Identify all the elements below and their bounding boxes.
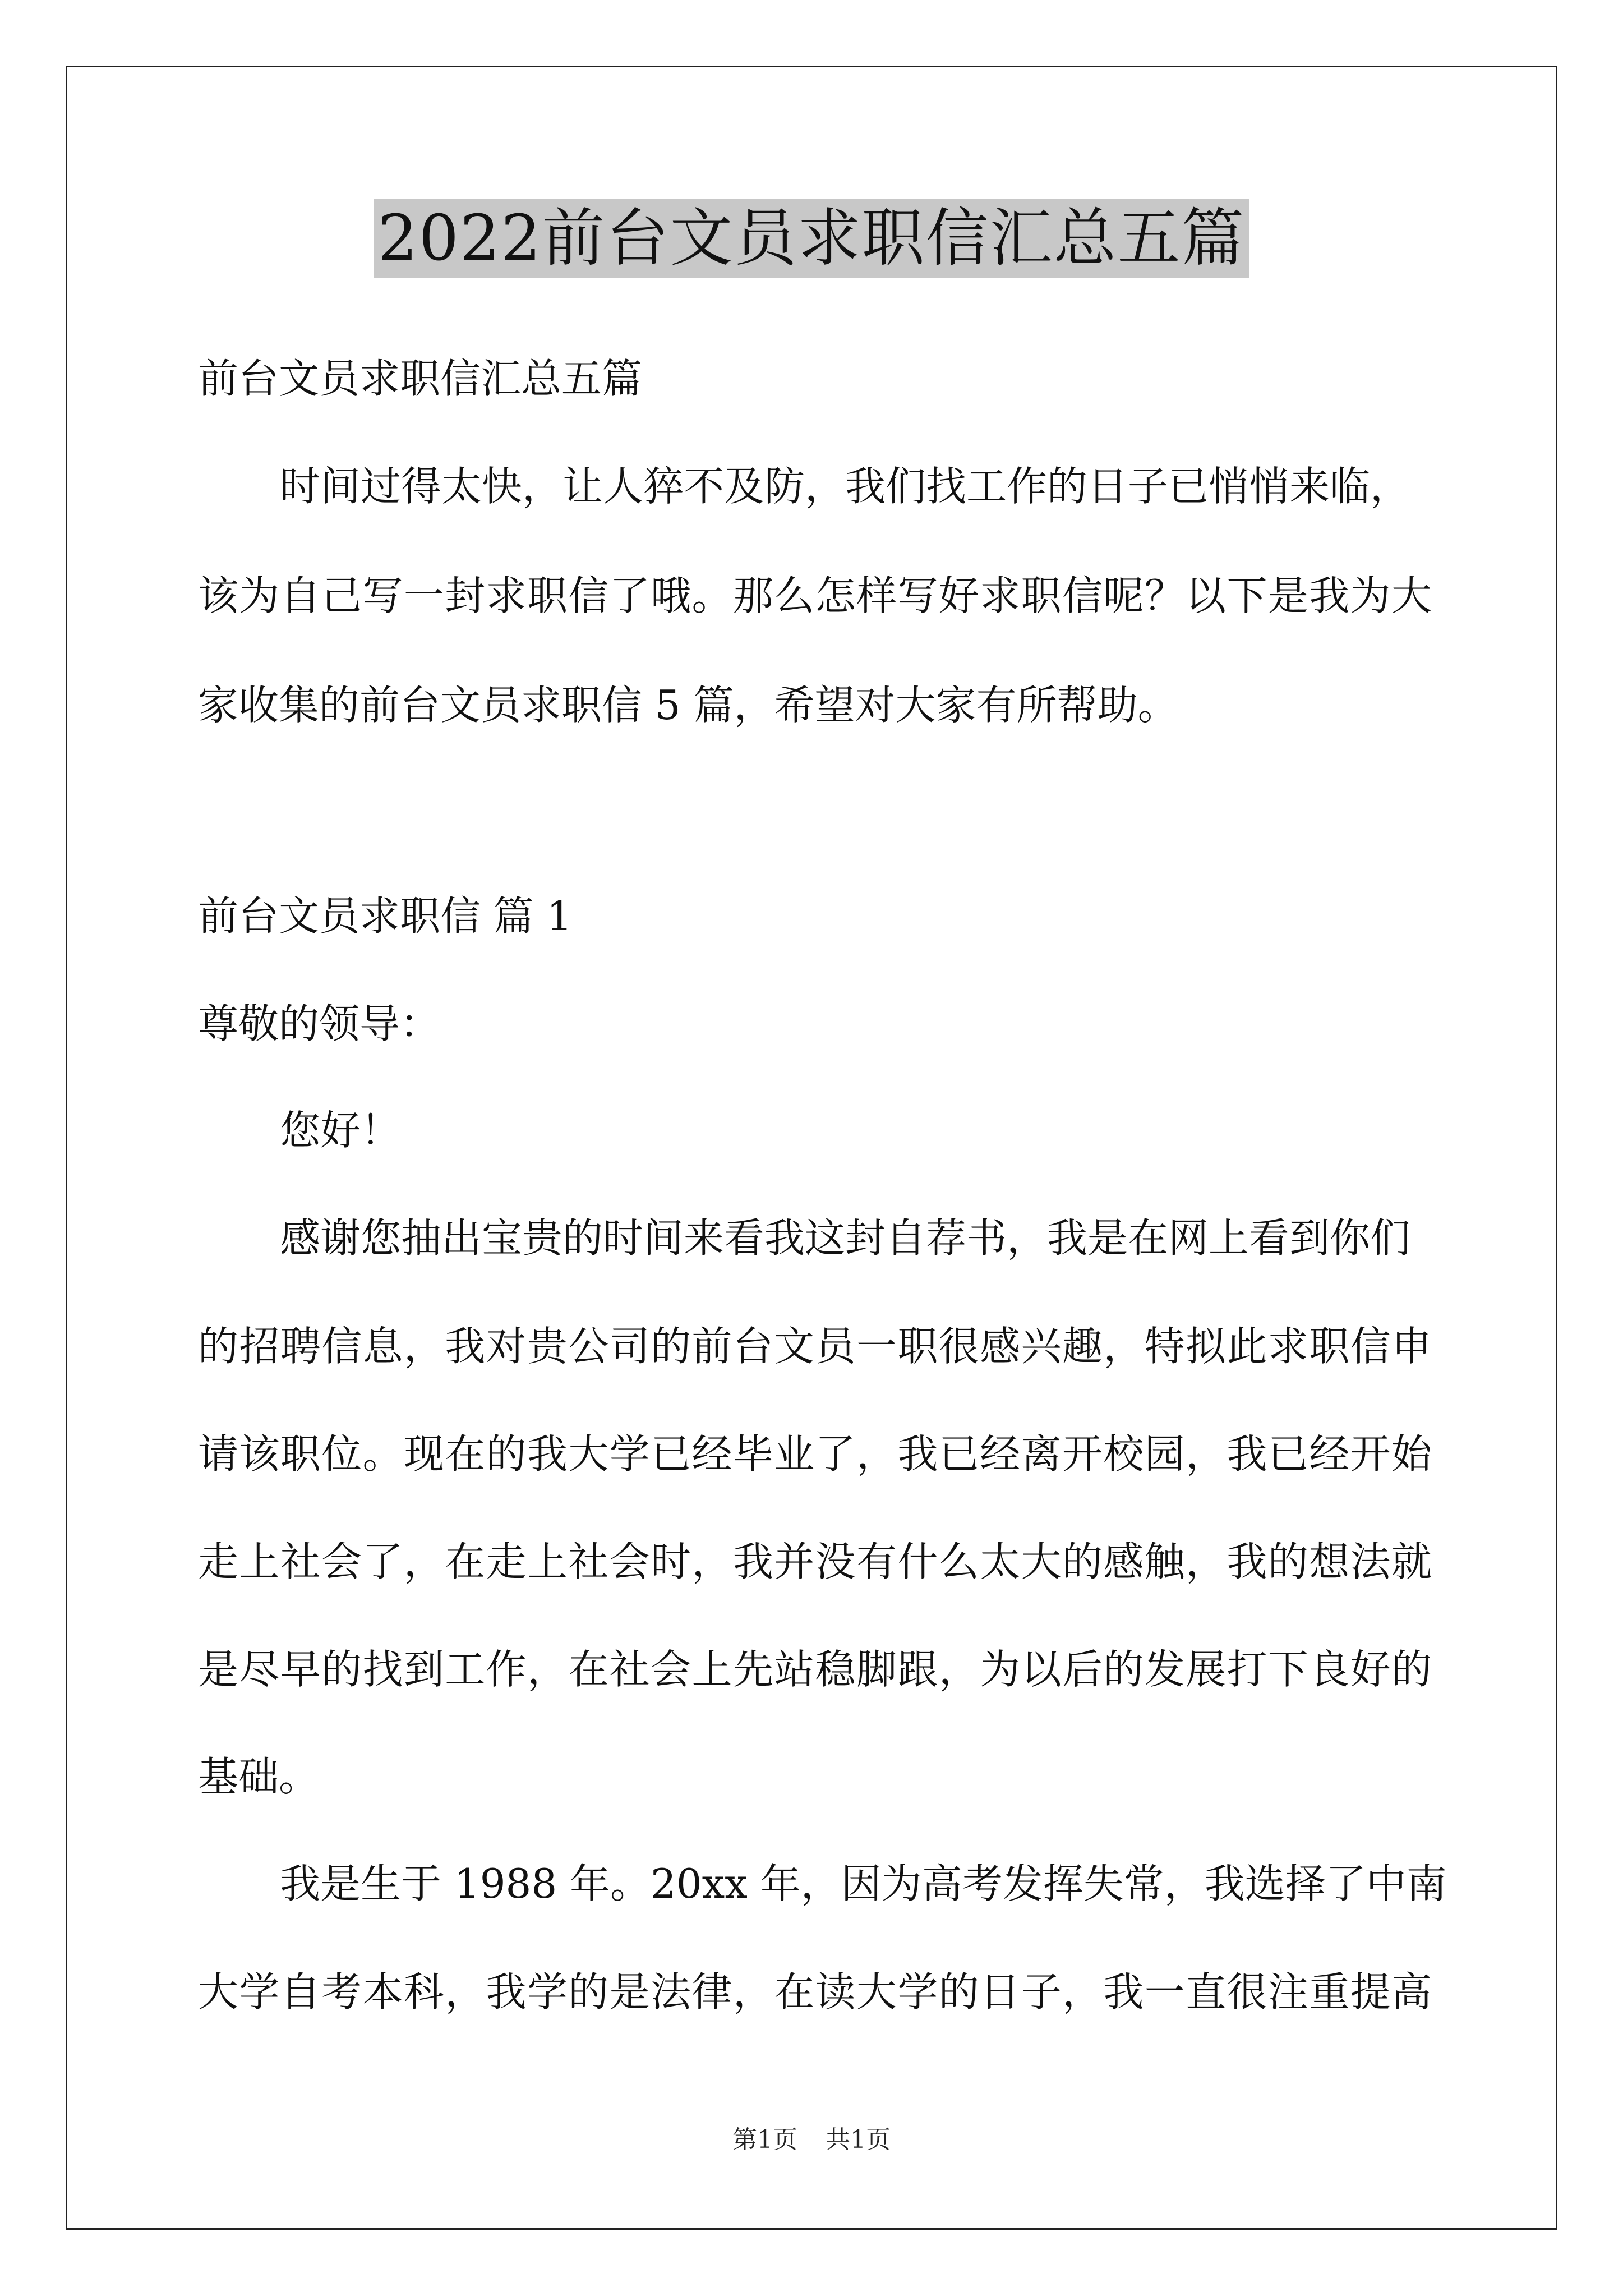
paragraph2-line-2: 大学自考本科，我学的是法律，在读大学的日子，我一直很注重提高 <box>198 1968 1432 2016</box>
document-title: 2022前台文员求职信汇总五篇 <box>374 199 1248 278</box>
salutation: 尊敬的领导： <box>198 1000 441 1047</box>
paragraph1-line-6: 基础。 <box>198 1753 320 1800</box>
paragraph1-line-5: 是尽早的找到工作，在社会上先站稳脚跟，为以后的发展打下良好的 <box>198 1646 1432 1693</box>
paragraph2-line-1: 我是生于 1988 年。20xx 年，因为高考发挥失常，我选择了中南 <box>280 1860 1447 1907</box>
section-heading: 前台文员求职信 篇 1 <box>198 892 573 940</box>
title-area <box>0 199 1623 278</box>
page-total: 共1页 <box>826 2125 891 2154</box>
paragraph1-line-4: 走上社会了，在走上社会时，我并没有什么太大的感触，我的想法就 <box>198 1538 1432 1585</box>
paragraph1-line-1: 感谢您抽出宝贵的时间来看我这封自荐书，我是在网上看到你们 <box>280 1214 1411 1262</box>
subtitle: 前台文员求职信汇总五篇 <box>198 355 643 402</box>
paragraph1-line-3: 请该职位。现在的我大学已经毕业了，我已经离开校园，我已经开始 <box>198 1430 1432 1478</box>
page-footer <box>0 2123 1623 2157</box>
page-number: 第1页 <box>732 2125 797 2154</box>
intro-line-3: 家收集的前台文员求职信 5 篇，希望对大家有所帮助。 <box>198 682 1178 729</box>
greeting: 您好！ <box>280 1107 402 1154</box>
intro-line-1: 时间过得太快，让人猝不及防，我们找工作的日子已悄悄来临， <box>280 463 1411 510</box>
paragraph1-line-2: 的招聘信息，我对贵公司的前台文员一职很感兴趣，特拟此求职信申 <box>198 1323 1432 1370</box>
intro-line-2: 该为自己写一封求职信了哦。那么怎样写好求职信呢？以下是我为大 <box>198 572 1432 619</box>
